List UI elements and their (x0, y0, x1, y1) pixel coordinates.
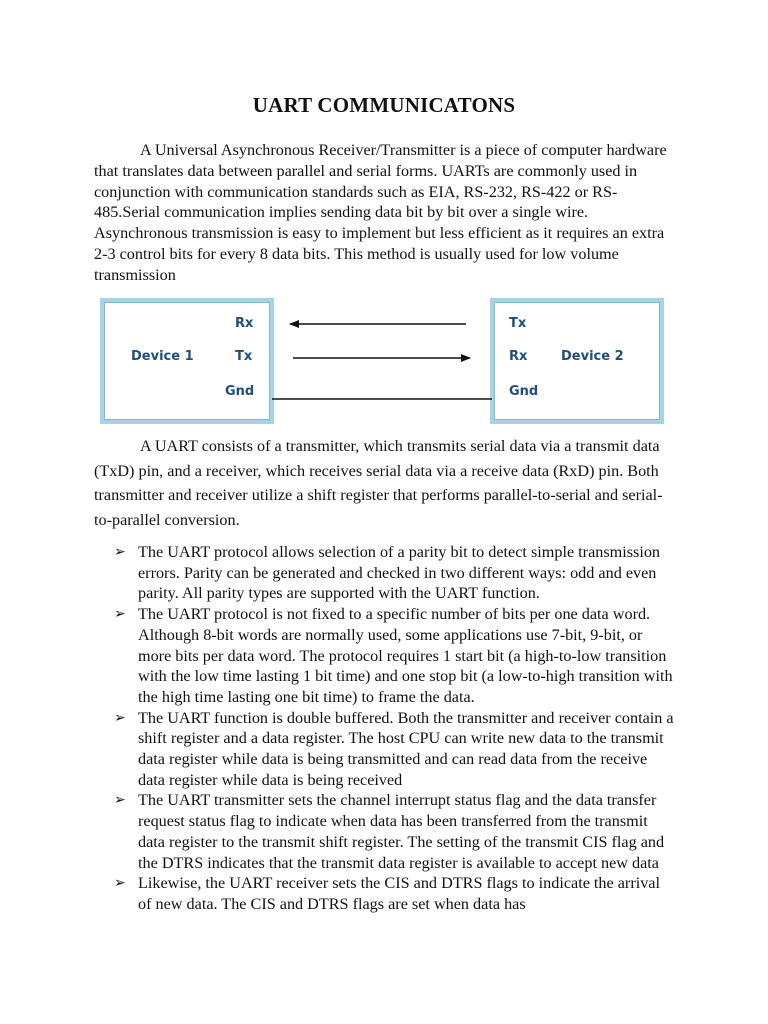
list-item: ➢ Likewise, the UART receiver sets the CIS and DTRS flags to indicate the arrival of new data. The CIS and DTRS flags are set when data has (114, 874, 660, 913)
uart-connection-diagram (100, 298, 664, 424)
arrow-bullet-icon: ➢ (114, 709, 126, 726)
device1-pin-gnd: Gnd (225, 384, 255, 399)
list-item: ➢ The UART function is double buffered. Both the transmitter and receiver contain a shift register and a data register. The host CPU can write new data to the transmit data register while data is being transmitted and can read data from the receive data register while data is being received (114, 708, 674, 789)
page-title: UART COMMUNICATONS (252, 93, 516, 117)
intro-paragraph: A Universal Asynchronous Receiver/Transmitter is a piece of computer hardware that translates data between parallel and serial forms. UARTs are commonly used in conjunction with communication standards such as EIA, RS-232, RS-422 or RS-485.Serial communication implies sending data bit by bit over a single wire. Asynchronous transmission is easy to implement but less efficient as it requires an extra 2-3 control bits for every 8 data bits. This method is usually used for low volume transmission (94, 141, 667, 284)
device2-pin-tx: Tx (509, 316, 527, 331)
arrow-bullet-icon: ➢ (114, 544, 126, 560)
arrow-bullet-icon: ➢ (114, 875, 126, 892)
arrow-bullet-icon: ➢ (114, 792, 126, 809)
device2-pin-rx: Rx (509, 349, 528, 364)
feature-list (94, 542, 674, 915)
device2-pin-gnd: Gnd (509, 384, 539, 399)
list-item: ➢ The UART protocol is not fixed to a specific number of bits per one data word. Although 8-bit words are normally used, some applications use 7-bit, 9-bit, or more bits per data word. The protocol requires 1 start bit (a high-to-low transition with the low time lasting 1 bit time) and one stop bit (a low-to-high transition with the high time lasting one bit time) to frame the data. (114, 605, 673, 706)
device1-pin-tx: Tx (235, 349, 253, 364)
list-item: ➢ The UART protocol allows selection of a parity bit to detect simple transmission errors. Parity can be generated and checked in two different ways: odd and even parity. All parity types are supported with the UART function. (114, 543, 661, 603)
connection-lines (100, 298, 664, 424)
device1-pin-rx: Rx (235, 316, 254, 331)
uart-description-paragraph: A UART consists of a transmitter, which transmits serial data via a transmit data (TxD) pin, and a receiver, which receives serial data via a receive data (RxD) pin. Both transmitter and receiver utilize a shift register that performs parallel-to-serial and serial-to-parallel conversion. (94, 437, 663, 529)
list-item: ➢ The UART transmitter sets the channel interrupt status flag and the data transfer request status flag to indicate when data has been transferred from the transmit data register to the transmit shift register. The setting of the transmit CIS flag and the DTRS indicates that the transmit data register is available to accept new data (114, 791, 665, 872)
arrow-bullet-icon: ➢ (114, 606, 126, 623)
device2-label: Device 2 (561, 349, 624, 364)
device1-label: Device 1 (131, 349, 194, 364)
